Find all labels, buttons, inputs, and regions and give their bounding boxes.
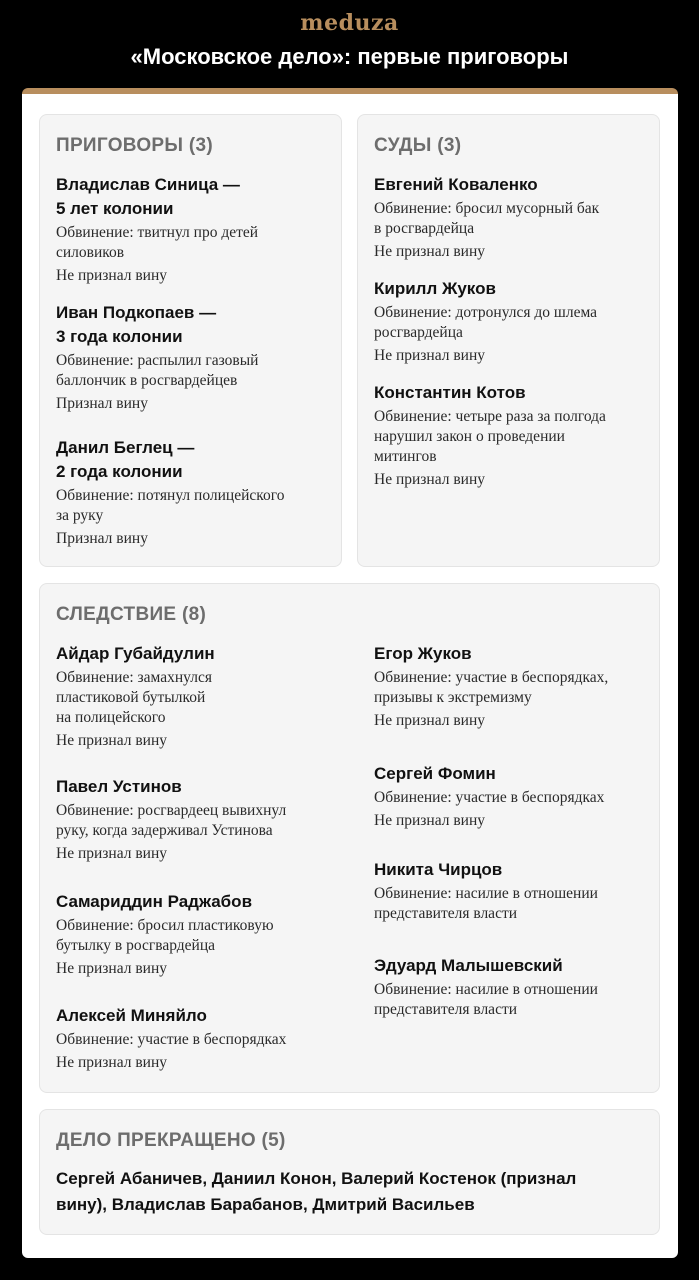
investigation-entry bbox=[56, 1004, 326, 1073]
plea-status: Не признал вину bbox=[374, 347, 485, 364]
court-entry bbox=[374, 381, 644, 490]
plea-status: Не признал вину bbox=[374, 471, 485, 488]
charge-text: Обвинение: насилие в отношении представителя власти bbox=[374, 885, 598, 922]
person-name: Евгений Коваленко bbox=[374, 175, 538, 194]
charge-text: Обвинение: бросил пластиковую бутылку в росгвардейца bbox=[56, 917, 274, 954]
charge-text: Обвинение: четыре раза за полгода нарушил закон о проведении митингов bbox=[374, 408, 606, 465]
plea-status: Не признал вину bbox=[56, 732, 167, 749]
court-entry bbox=[374, 173, 644, 262]
person-name: Алексей Миняйло bbox=[56, 1006, 207, 1025]
plea-status: Не признал вину bbox=[56, 845, 167, 862]
person-name: Егор Жуков bbox=[374, 644, 472, 663]
person-name: Владислав Синица — 5 лет колонии bbox=[56, 175, 240, 218]
charge-text: Обвинение: твитнул про детей силовиков bbox=[56, 224, 259, 261]
courts-panel bbox=[357, 114, 660, 567]
investigation-entry bbox=[374, 642, 644, 731]
charge-text: Обвинение: участие в беспорядках, призывы к экстремизму bbox=[374, 669, 609, 706]
charge-text: Обвинение: участие в беспорядках bbox=[56, 1031, 287, 1048]
plea-status: Не признал вину bbox=[56, 267, 167, 284]
charge-text: Обвинение: бросил мусорный бак в росгвардейца bbox=[374, 200, 600, 237]
investigation-title: СЛЕДСТВИЕ (8) bbox=[56, 604, 207, 625]
meduza-logo: meduza bbox=[300, 10, 399, 36]
investigation-entry bbox=[56, 642, 326, 751]
sentence-entry bbox=[56, 436, 326, 549]
case-closed-names: Сергей Абаничев, Даниил Конон, Валерий Костенок (признал вину), Владислав Барабанов, Дмитрий Васильев bbox=[56, 1169, 577, 1214]
charge-text: Обвинение: участие в беспорядках bbox=[374, 789, 605, 806]
person-name: Айдар Губайдулин bbox=[56, 644, 215, 663]
plea-status: Не признал вину bbox=[374, 712, 485, 729]
charge-text: Обвинение: потянул полицейского за руку bbox=[56, 487, 285, 524]
plea-status: Не признал вину bbox=[374, 243, 485, 260]
charge-text: Обвинение: распылил газовый баллончик в росгвардейцев bbox=[56, 352, 259, 389]
plea-status: Не признал вину bbox=[56, 960, 167, 977]
investigation-entry bbox=[56, 890, 326, 979]
person-name: Самариддин Раджабов bbox=[56, 892, 253, 911]
person-name: Эдуард Малышевский bbox=[374, 956, 563, 975]
person-name: Данил Беглец — 2 года колонии bbox=[56, 438, 195, 481]
person-name: Павел Устинов bbox=[56, 777, 182, 796]
courts-title: СУДЫ (3) bbox=[374, 135, 462, 156]
sentence-entry bbox=[56, 301, 326, 414]
person-name: Кирилл Жуков bbox=[374, 279, 496, 298]
page-title: «Московское дело»: первые приговоры bbox=[130, 44, 569, 69]
charge-text: Обвинение: насилие в отношении представителя власти bbox=[374, 981, 598, 1018]
sentences-panel bbox=[39, 114, 342, 567]
person-name: Никита Чирцов bbox=[374, 860, 503, 879]
charge-text: Обвинение: росгвардеец вывихнул руку, когда задерживал Устинова bbox=[56, 802, 287, 839]
investigation-entry bbox=[374, 762, 644, 831]
charge-text: Обвинение: замахнулся пластиковой бутылкой на полицейского bbox=[56, 669, 212, 726]
case-closed-title: ДЕЛО ПРЕКРАЩЕНО (5) bbox=[56, 1130, 286, 1151]
investigation-entry bbox=[374, 954, 644, 1020]
content-card bbox=[22, 88, 678, 1258]
plea-status: Признал вину bbox=[56, 530, 148, 547]
person-name: Константин Котов bbox=[374, 383, 526, 402]
plea-status: Не признал вину bbox=[56, 1054, 167, 1071]
person-name: Иван Подкопаев — 3 года колонии bbox=[56, 303, 217, 346]
investigation-entry bbox=[56, 775, 326, 864]
court-entry bbox=[374, 277, 644, 366]
plea-status: Не признал вину bbox=[374, 812, 485, 829]
sentences-title: ПРИГОВОРЫ (3) bbox=[56, 135, 213, 156]
person-name: Сергей Фомин bbox=[374, 764, 496, 783]
plea-status: Признал вину bbox=[56, 395, 148, 412]
case-closed-panel bbox=[39, 1109, 660, 1235]
charge-text: Обвинение: дотронулся до шлема росгвардейца bbox=[374, 304, 598, 341]
investigation-panel bbox=[39, 583, 660, 1093]
investigation-entry bbox=[374, 858, 644, 924]
sentence-entry bbox=[56, 173, 326, 286]
